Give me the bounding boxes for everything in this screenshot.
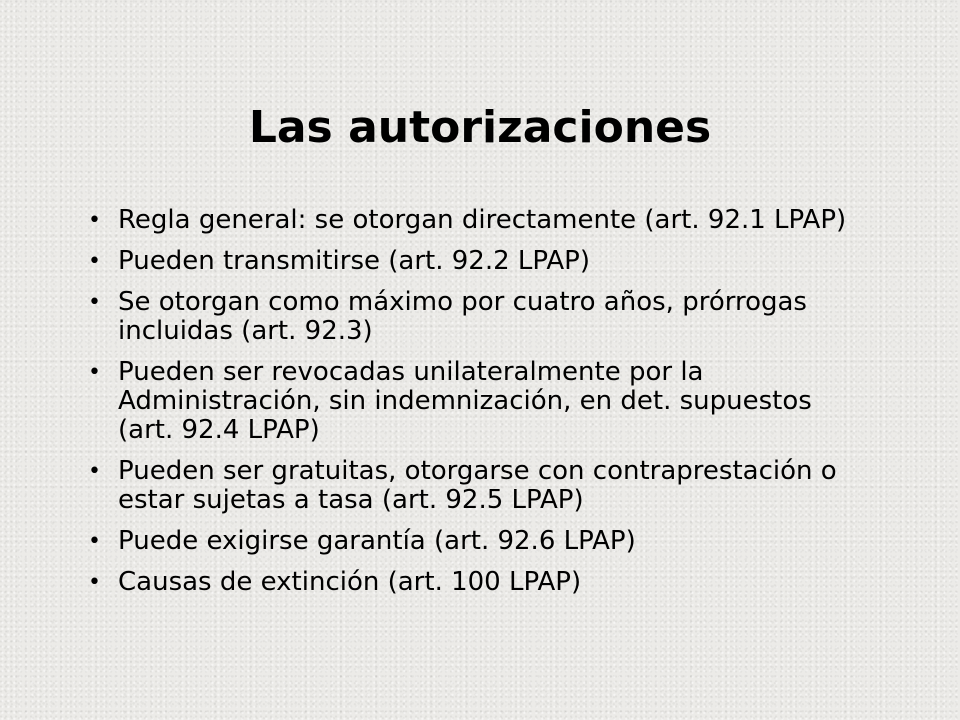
bullet-marker: • <box>88 360 101 385</box>
bullet-text: Pueden transmitirse (art. 92.2 LPAP) <box>118 246 590 276</box>
bullet-marker: • <box>88 459 101 484</box>
bullet-item <box>84 527 874 556</box>
bullet-marker: • <box>88 570 101 595</box>
bullet-marker: • <box>88 249 101 274</box>
bullet-text: Se otorgan como máximo por cuatro años, prórrogas incluidas (art. 92.3) <box>118 287 807 346</box>
bullet-item <box>84 457 874 515</box>
bullet-marker: • <box>88 208 101 233</box>
bullet-list <box>84 206 874 609</box>
bullet-item <box>84 206 874 235</box>
bullet-text: Puede exigirse garantía (art. 92.6 LPAP) <box>118 526 636 556</box>
bullet-item <box>84 568 874 597</box>
bullet-item <box>84 358 874 445</box>
bullet-item <box>84 247 874 276</box>
bullet-text: Pueden ser gratuitas, otorgarse con contraprestación o estar sujetas a tasa (art. 92.5 LPAP) <box>118 456 837 515</box>
bullet-marker: • <box>88 290 101 315</box>
bullet-marker: • <box>88 529 101 554</box>
bullet-text: Pueden ser revocadas unilateralmente por la Administración, sin indemnización, en det. supuestos (art. 92.4 LPAP) <box>118 357 812 445</box>
bullet-item <box>84 288 874 346</box>
bullet-text: Regla general: se otorgan directamente (art. 92.1 LPAP) <box>118 205 847 235</box>
slide-title: Las autorizaciones <box>248 102 712 153</box>
bullet-text: Causas de extinción (art. 100 LPAP) <box>118 567 582 597</box>
